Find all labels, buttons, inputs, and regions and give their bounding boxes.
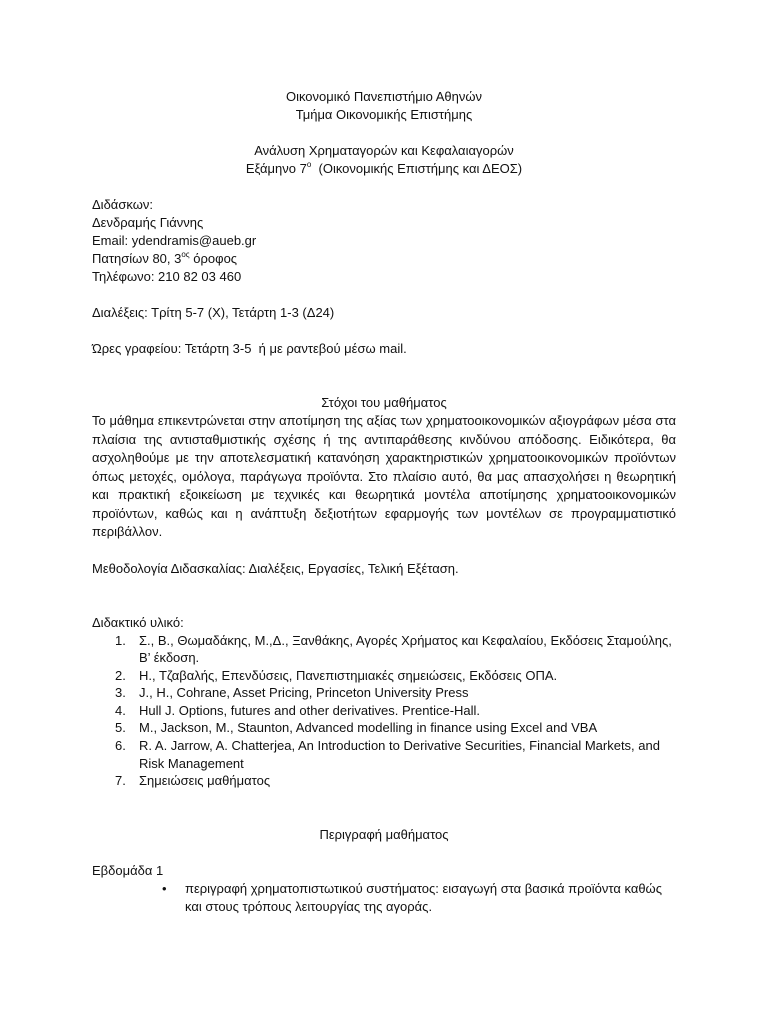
- list-item-number: 4.: [115, 702, 126, 718]
- instructor-name: Δενδραμής Γιάννης: [92, 215, 204, 230]
- list-item-number: 6.: [115, 738, 126, 754]
- list-item: [92, 880, 676, 916]
- description-title: Περιγραφή μαθήματος: [319, 826, 449, 842]
- list-item-text: Σ., Β., Θωμαδάκης, Μ.,Δ., Ξανθάκης, Αγορές Χρήματος και Κεφαλαίου, Εκδόσεις Σταμούλης, Β’ έκδοση.: [139, 632, 672, 666]
- list-item-number: 3.: [115, 685, 126, 701]
- materials-list: [92, 632, 676, 790]
- list-item-text: Σημειώσεις μαθήματος: [139, 773, 271, 789]
- list-item-text: Hull J. Options, futures and other derivatives. Prentice-Hall.: [139, 702, 481, 718]
- instructor-phone: Τηλέφωνο: 210 82 03 460: [92, 269, 242, 284]
- list-item-text: J., H., Cohrane, Asset Pricing, Princeton University Press: [139, 685, 469, 701]
- address-suffix: όροφος: [189, 251, 238, 266]
- office-hours: Ώρες γραφείου: Τετάρτη 3-5 ή με ραντεβού μέσω mail.: [92, 341, 407, 356]
- semester-line: [92, 160, 676, 178]
- list-item-text: M., Jackson, M., Staunton, Advanced modelling in finance using Excel and VBA: [139, 720, 598, 736]
- instructor-heading: Διδάσκων:: [92, 197, 153, 212]
- list-item: [92, 772, 676, 790]
- course-title: Ανάλυση Χρηματαγορών και Κεφαλαιαγορών: [254, 143, 514, 158]
- week-1-list: [92, 880, 676, 916]
- list-item: [92, 667, 676, 685]
- materials-heading: Διδακτικό υλικό:: [92, 614, 184, 630]
- objectives-title: Στόχοι του μαθήματος: [321, 395, 447, 410]
- list-item: [92, 719, 676, 737]
- list-item-text: R. A. Jarrow, A. Chatterjea, An Introduction to Derivative Securities, Financial Markets, and Risk Management: [139, 738, 660, 771]
- list-item-number: 7.: [115, 773, 126, 789]
- semester-ordinal: ο: [306, 159, 312, 169]
- university-name: Οικονομικό Πανεπιστήμιο Αθηνών: [285, 89, 483, 104]
- department-name: Τμήμα Οικονομικής Επιστήμης: [295, 107, 473, 122]
- list-item: [92, 702, 676, 720]
- list-item-number: 2.: [115, 667, 126, 683]
- week-1-label: Εβδομάδα 1: [92, 862, 164, 878]
- list-item: [92, 632, 676, 667]
- address-ordinal: ος: [181, 249, 190, 259]
- instructor-address: [92, 250, 676, 268]
- instructor-email: Email: ydendramis@aueb.gr: [92, 233, 257, 248]
- bullet-icon: •: [162, 880, 167, 896]
- list-item: [92, 737, 676, 772]
- semester-suffix: (Οικονομικής Επιστήμης και ΔΕΟΣ): [311, 161, 523, 176]
- list-item-text: Η., Τζαβαλής, Επενδύσεις, Πανεπιστημιακές σημειώσεις, Εκδόσεις ΟΠΑ.: [139, 667, 558, 683]
- syllabus-page: [92, 88, 676, 916]
- teaching-methodology: Μεθοδολογία Διδασκαλίας: Διαλέξεις, Εργασίες, Τελική Εξέταση.: [92, 560, 459, 576]
- list-item-number: 1.: [115, 632, 126, 648]
- semester-prefix: Εξάμηνο 7: [245, 161, 307, 176]
- lectures-schedule: Διαλέξεις: Τρίτη 5-7 (Χ), Τετάρτη 1-3 (Δ24): [92, 305, 335, 320]
- list-item-text: περιγραφή χρηματοπιστωτικού συστήματος: εισαγωγή στα βασικά προϊόντα καθώς και στους τρόπους λειτουργίας της αγοράς.: [185, 880, 662, 914]
- list-item: [92, 684, 676, 702]
- objectives-text: Το μάθημα επικεντρώνεται στην αποτίμηση της αξίας των χρηματοοικονομικών αξιογράφων μέσα στα πλαίσια της αντισταθμιστικής σχέσης ή της αντιπαράθεσης κινδύνου απόδοσης. Ειδικότερα, θα ασχοληθούμε με την αποτελεσματική κατανόηση χαρακτηριστικών χρηματοοικονομικών προϊόντων όπως μετοχές, ομόλογα, παράγωγα προϊόντα. Στο πλαίσιο αυτό, θα μας απασχολήσει η θεωρητική και πρακτική εξοικείωση με τεχνικές και θεωρητικά μοντέλα αποτίμησης χρηματοοικονομικών προϊόντων, καθώς και η ανάπτυξη δεξιοτήτων εφαρμογής των μοντέλων σε προγραμματιστικό περιβάλλον.: [92, 413, 676, 539]
- address-prefix: Πατησίων 80, 3: [92, 251, 182, 266]
- list-item-number: 5.: [115, 720, 126, 736]
